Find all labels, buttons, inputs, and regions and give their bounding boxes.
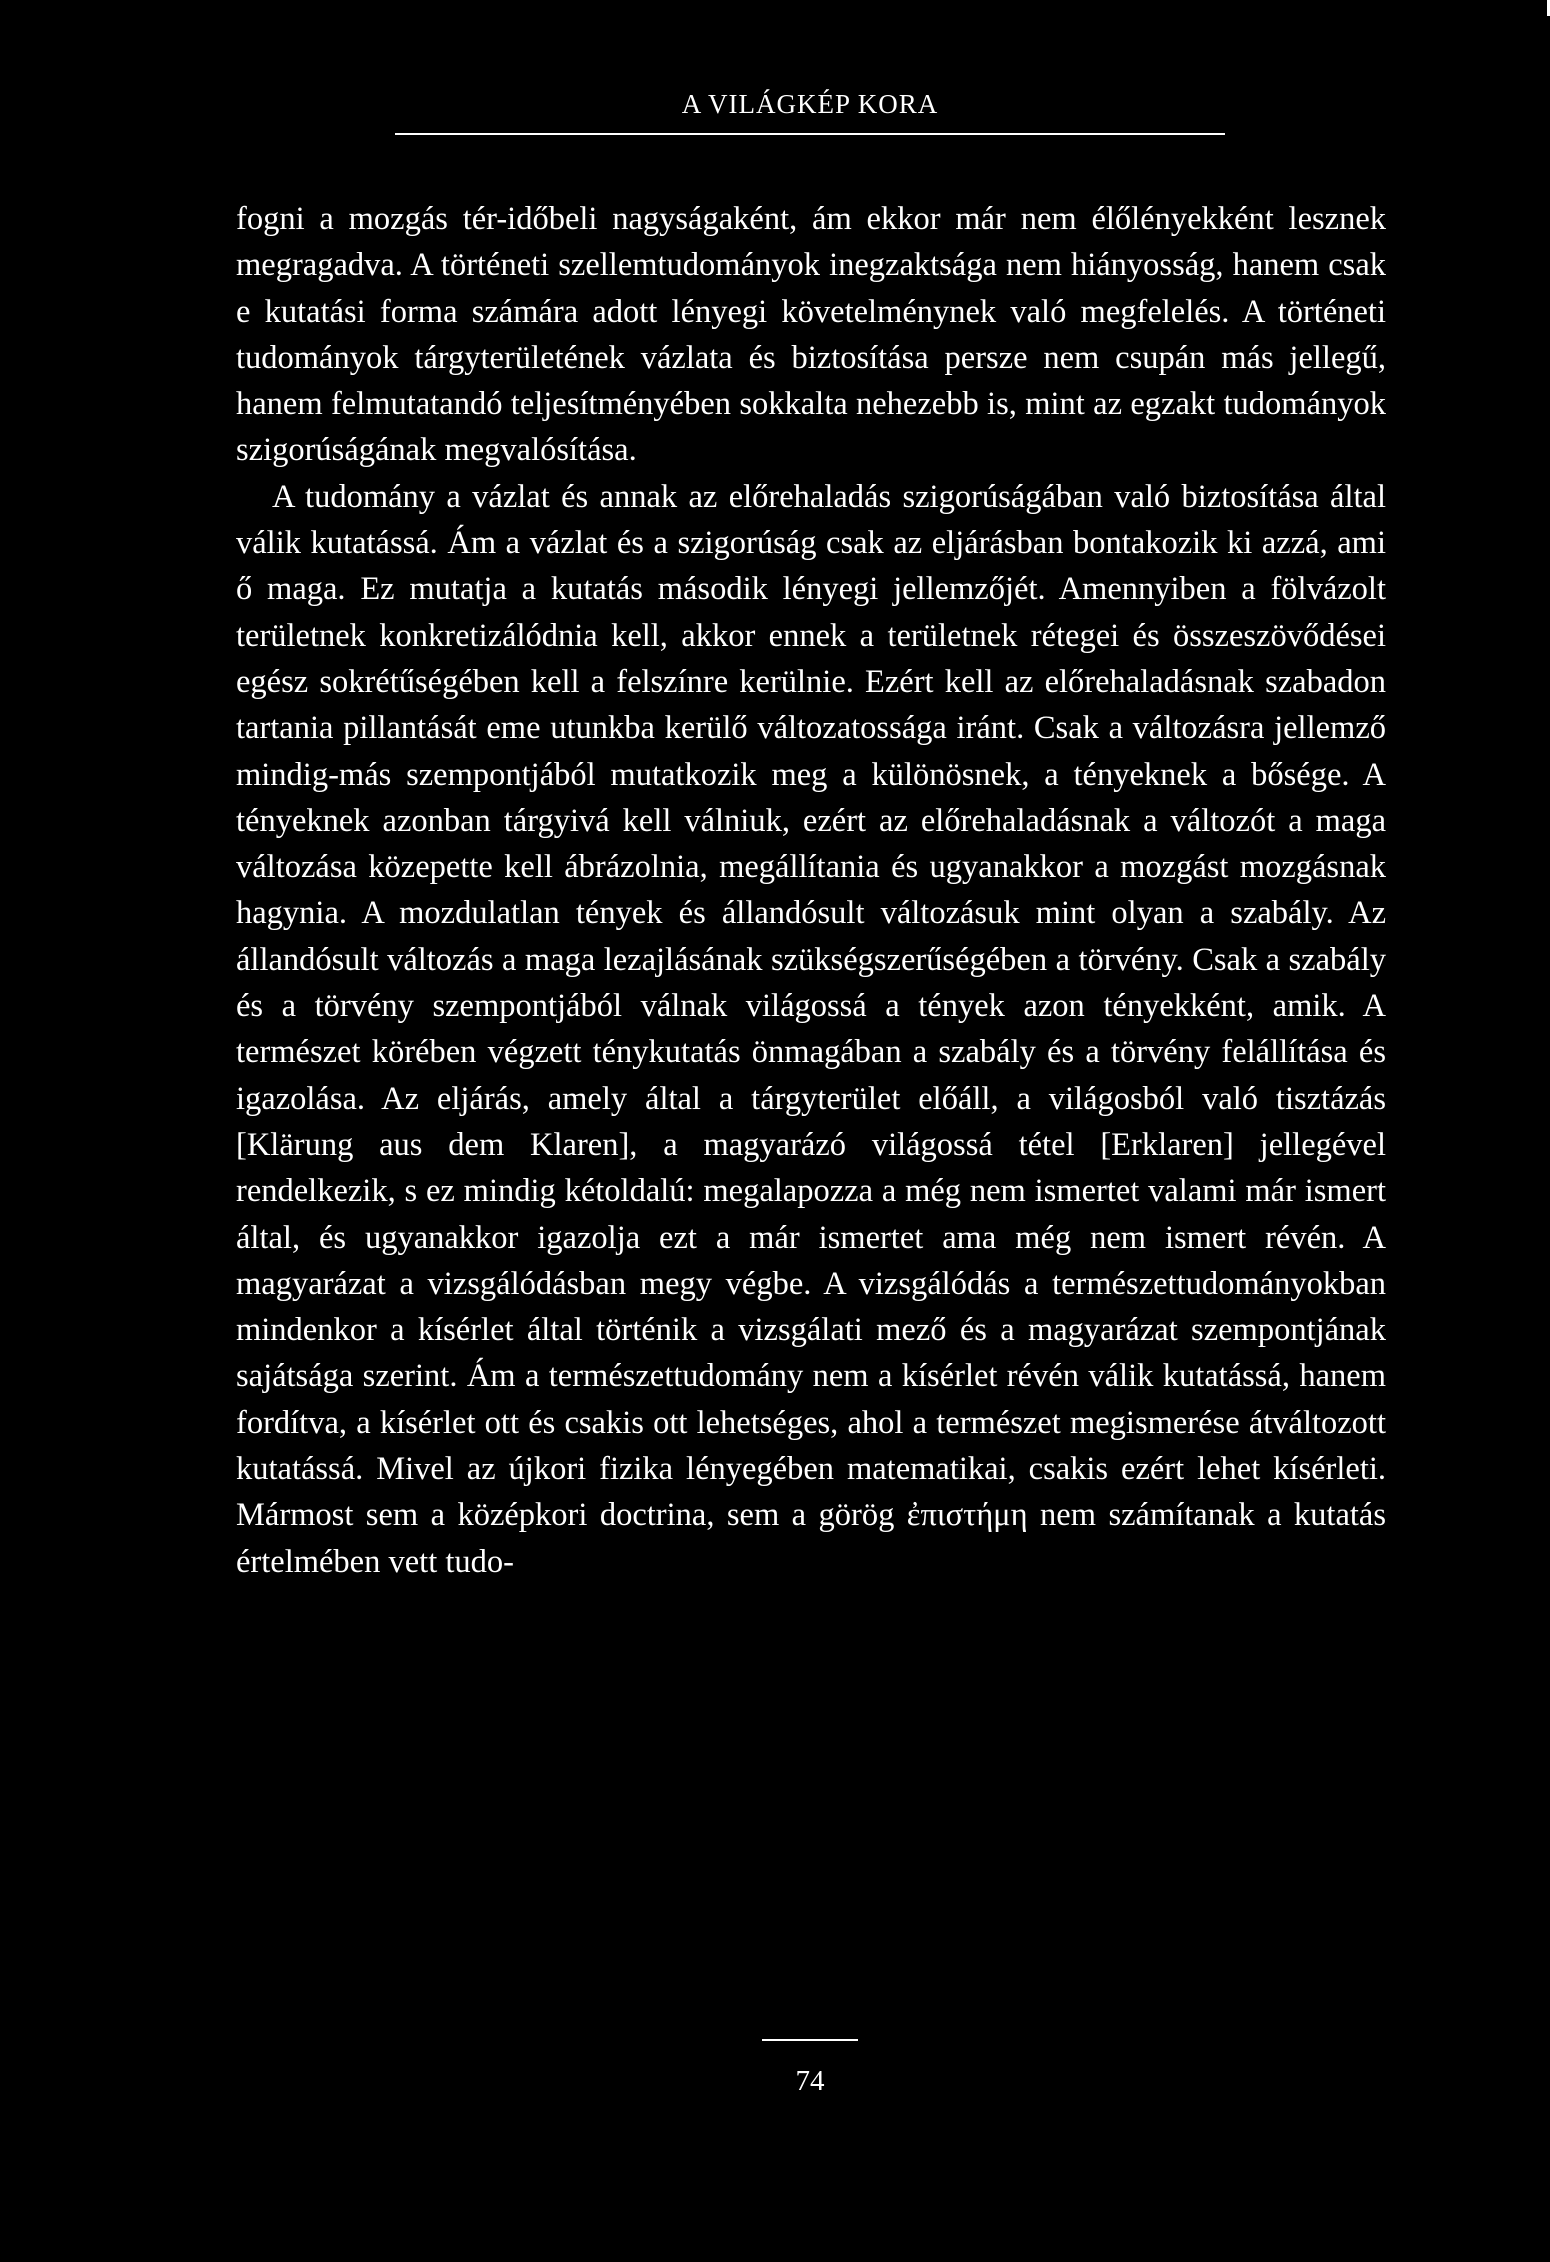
running-head-rule	[395, 133, 1225, 135]
paragraph: A tudomány a vázlat és annak az előrehaladás szigorúságában való biztosítása által válik kutatássá. Ám a vázlat és a szigorúság csak az eljárásban bontakozik ki azzá, ami ő maga. Ez mutatja a kutatás második lényegi jellemzőjét. Amennyiben a fölvázolt területnek konkretizálódnia kell, akkor ennek a területnek rétegei és összeszövődései egész sokrétűségében kell a felszínre kerülnie. Ezért kell az előrehaladásnak szabadon tartania pillantását eme utunkba kerülő változatossága iránt. Csak a változásra jellemző mindig-más szempontjából mutatkozik meg a különösnek, a tényeknek a bősége. A tényeknek azonban tárgyivá kell válniuk, ezért az előrehaladásnak a változót a maga változása közepette kell ábrázolnia, megállítania és ugyanakkor a mozgást mozgásnak hagynia. A mozdulatlan tények és állandósult változásuk mint olyan a szabály. Az állandósult változás a maga lezajlásának szükségszerűségében a törvény. Csak a szabály és a törvény szempontjából válnak világossá a tények azon tényekként, amik. A természet körében végzett ténykutatás önmagában a szabály és a törvény felállítása és igazolása. Az eljárás, amely által a tárgyterület előáll, a világosból való tisztázás [Klärung aus dem Klaren], a magyarázó világossá tétel [Erklaren] jellegével rendelkezik, s ez mindig kétoldalú: megalapozza a még nem ismertet valami már ismert által, és ugyanakkor igazolja ezt a már ismertet ama még nem ismert révén. A magyarázat a vizsgálódásban megy végbe. A vizsgálódás a természettudományokban mindenkor a kísérlet által történik a vizsgálati mező és a magyarázat szempontjának sajátsága szerint. Ám a természettudomány nem a kísérlet révén válik kutatássá, hanem fordítva, a kísérlet ott és csakis ott lehetséges, ahol a természet megismerése átváltozott kutatássá. Mivel az újkori fizika lényegében matematikai, csakis ezért lehet kísérleti. Mármost sem a középkori doctrina, sem a görög ἐπιστήμη nem számítanak a kutatás értelmében vett tudo-	[236, 478, 1386, 1580]
page-number: 74	[795, 2065, 825, 2097]
paragraph-continuation: fogni a mozgás tér-időbeli nagyságaként, ám ekkor már nem élőlényekként lesznek megragadva. A történeti szellemtudományok inegzaktsága nem hiányosság, hanem csak e kutatási forma számára adott lényegi követelménynek való megfelelés. A történeti tudományok tárgyterületének vázlata és biztosítása persze nem csupán más jellegű, hanem felmutatandó teljesítményében sokkalta nehezebb is, mint az egzakt tudományok szigorúságának megvalósítása.	[236, 201, 1386, 469]
footer-rule	[762, 2039, 858, 2041]
body-text	[236, 196, 1386, 1585]
running-head: A VILÁGKÉP KORA	[681, 89, 939, 119]
